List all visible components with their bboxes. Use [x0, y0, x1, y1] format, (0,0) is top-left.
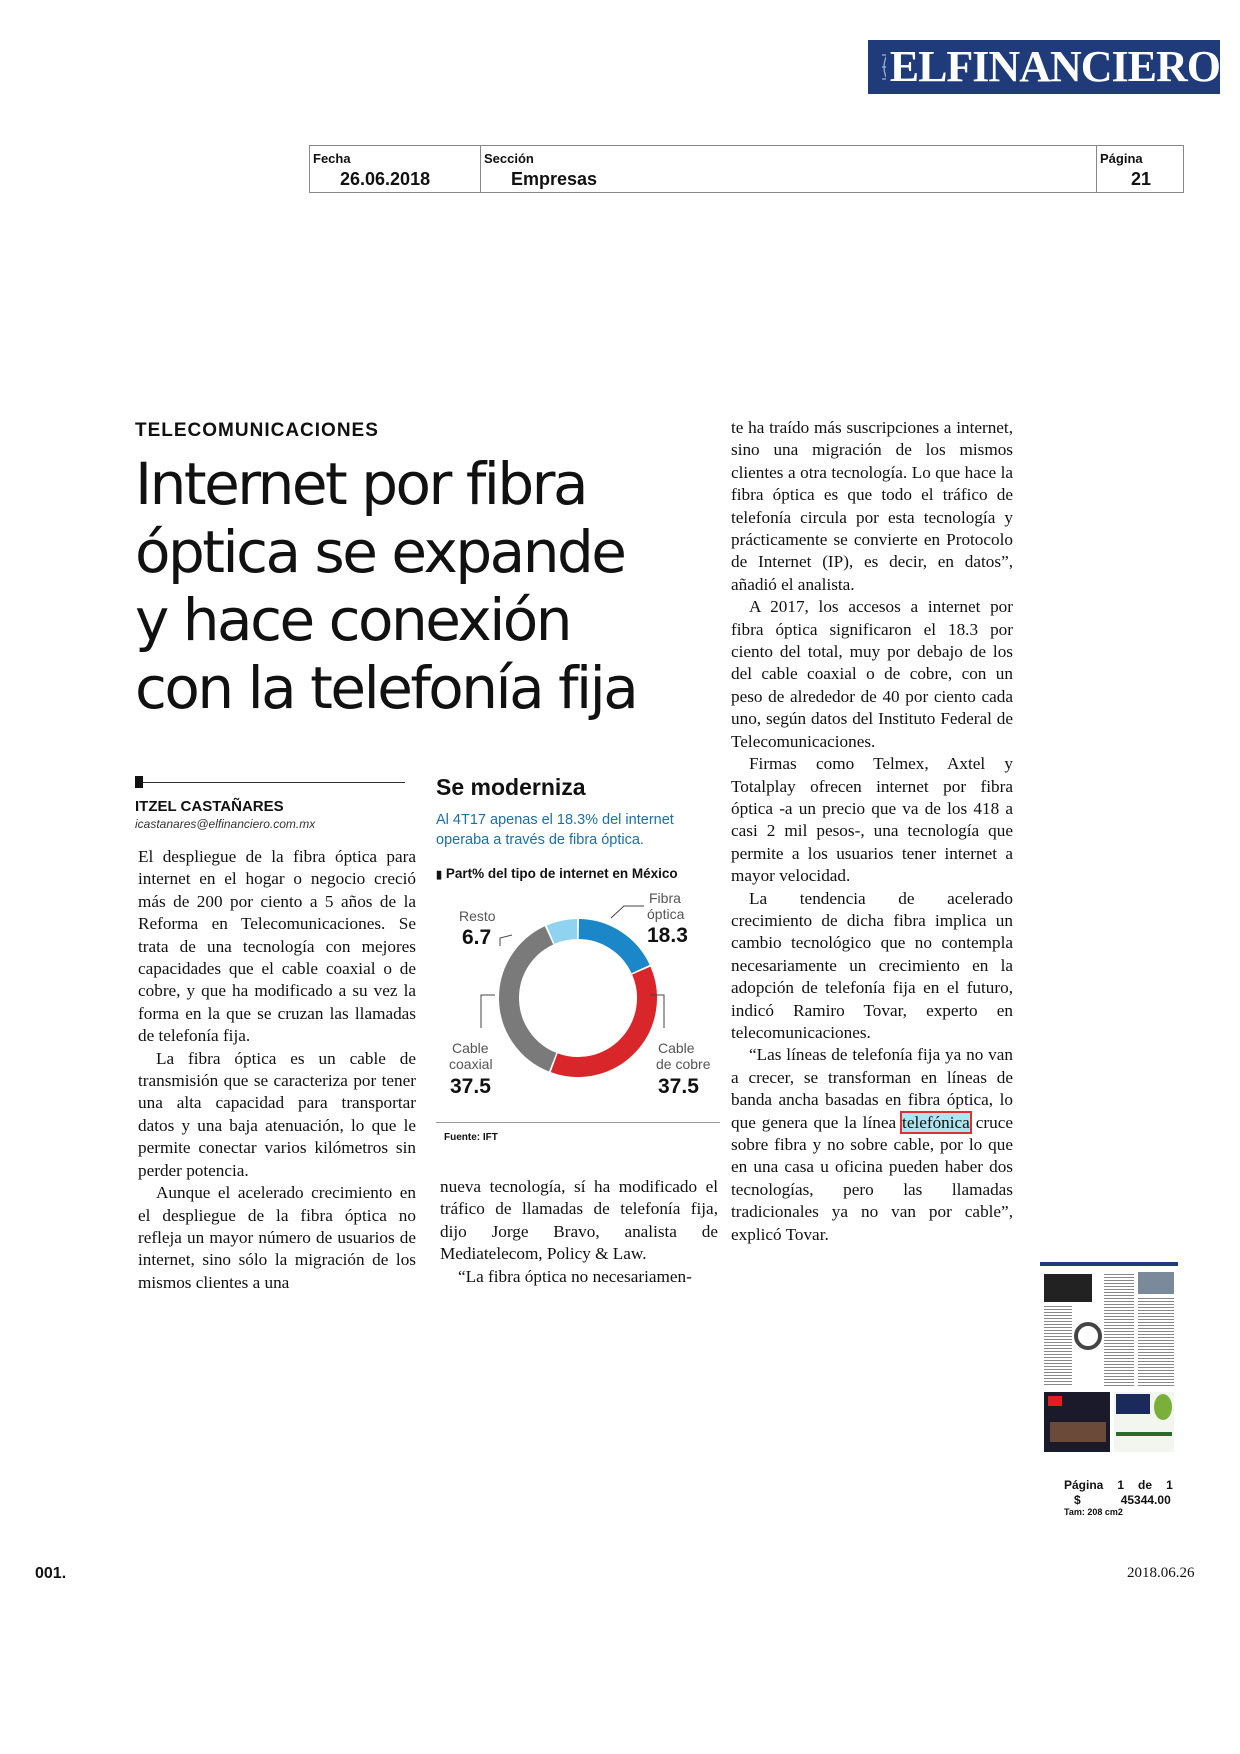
article-column-3: [731, 417, 1013, 1246]
seccion-value: Empresas: [511, 169, 598, 189]
newspaper-logo: [868, 40, 1220, 94]
paragraph-text: cruce sobre fibra y no sobre cable, por lo que en una casa u oficina pueden haber dos tecnologías, pero las llamadas tradicionales ya no van por cable”, explicó Tovar.: [731, 1112, 1013, 1244]
donut-slice-resto: [551, 929, 578, 935]
paragraph: La tendencia de acelerado crecimiento de dicha fibra implica un cambio tecnológico que no contempla necesariamente un crecimiento en la adopción de telefonía fija en el futuro, indicó Ramiro Tovar, experto en telecomunicaciones.: [731, 888, 1013, 1042]
thumb-chart: [1074, 1322, 1102, 1350]
byline-marker: [135, 776, 143, 788]
donut-slice-fibra-ptica: [579, 929, 641, 969]
headline-line: óptica se expande: [135, 518, 625, 586]
donut-chart-box: [436, 770, 720, 1150]
donut-slice-cable-de-cobre: [554, 971, 647, 1067]
label-coaxial-line1: Cable: [452, 1040, 489, 1056]
paragraph: Firmas como Telmex, Axtel y Totalplay ofrecen internet por fibra óptica -a un precio que va de los 418 a casi 2 mil pesos-, una tecnología que permite a los usuarios tener internet a mayor velocidad.: [731, 754, 1013, 886]
donut-chart: [436, 882, 720, 1122]
pagina-label: Página: [1100, 151, 1143, 166]
clipping-date: 2018.06.26: [1127, 1565, 1195, 1581]
value-cobre: 37.5: [658, 1075, 699, 1098]
thumb-masthead: [1040, 1262, 1178, 1266]
globe-icon: [868, 40, 886, 94]
clipping-number: 001.: [35, 1565, 67, 1582]
seccion-label: Sección: [484, 151, 534, 166]
footer-de: de: [1138, 1478, 1153, 1492]
page-footer: [1064, 1478, 1173, 1517]
value-resto: 6.7: [462, 926, 492, 949]
logo-name: ELFINANCIERO: [889, 42, 1220, 91]
thumb-ad: [1114, 1392, 1174, 1452]
label-cobre-line2: de cobre: [656, 1056, 711, 1072]
paragraph: [731, 1044, 1013, 1246]
page-thumbnail: [1040, 1262, 1178, 1454]
headline-line: y hace conexión: [135, 586, 571, 654]
label-coaxial-line2: coaxial: [449, 1056, 493, 1072]
paragraph-text: “Las líneas de telefonía fija ya no van a crecer, se transforman en líneas de banda ancha basadas en fibra óptica, lo que genera que la línea: [731, 1045, 1013, 1132]
seccion-cell: [481, 146, 1096, 192]
fecha-cell: [310, 146, 480, 192]
source-rule: [436, 1122, 720, 1123]
thumb-text: [1138, 1298, 1174, 1386]
pagina-cell: [1097, 146, 1183, 192]
paragraph: te ha traído más suscripciones a internet, sino una migración de los mismos clientes a otra tecnología. Lo que hace la fibra óptica es que todo el tráfico de telefonía circula por esta tecnología y prácticamente se convierte en Protocolo de Internet (IP), es decir, en datos”, añadió el analista.: [731, 418, 1013, 594]
paragraph: “La fibra óptica no necesariamen-: [458, 1266, 692, 1286]
donut-slice-cable-coaxial: [509, 935, 553, 1062]
label-fibra-line2: óptica: [647, 906, 685, 922]
value-fibra: 18.3: [647, 924, 688, 947]
footer-pagina-label: Página: [1064, 1478, 1104, 1492]
byline-rule: [135, 782, 405, 783]
thumb-photo: [1138, 1272, 1174, 1294]
chart-subtitle: Al 4T17 apenas el 18.3% del internet operaba a través de fibra óptica.: [436, 812, 674, 848]
footer-page: 1: [1117, 1478, 1125, 1492]
chart-title: Se moderniza: [436, 774, 586, 800]
footer-amount: 45344.00: [1120, 1493, 1171, 1507]
highlighted-keyword[interactable]: telefónica: [902, 1112, 970, 1132]
thumb-headline: [1044, 1274, 1092, 1302]
article-column-1: [138, 846, 416, 1294]
label-fibra-line1: Fibra: [649, 890, 681, 906]
section-tag: TELECOMUNICACIONES: [135, 420, 379, 441]
paragraph: La fibra óptica es un cable de transmisión que se caracteriza por tener una alta capacidad para transportar datos y una baja atenuación, lo que le permite conectar varios kilómetros sin perder potencia.: [138, 1048, 416, 1180]
paragraph: A 2017, los accesos a internet por fibra óptica significaron el 18.3 por ciento del total, muy por debajo de los del cable coaxial o de cobre, con un peso de alrededor de 40 por ciento cada uno, según datos del Instituto Federal de Telecomunicaciones.: [731, 597, 1013, 751]
value-coaxial: 37.5: [450, 1075, 491, 1098]
headline-line: Internet por fibra: [135, 450, 587, 518]
pagina-value: 21: [1131, 169, 1152, 189]
chart-caption: ▮ Part% del tipo de internet en México: [436, 866, 678, 881]
paragraph: El despliegue de la fibra óptica para internet en el hogar o negocio creció más de 200 por ciento a 5 años de la Reforma en Telecomunicaciones. Se trata de una tecnología con mejores capacidades que el cable coaxial o de cobre, y que ha modificado a su vez la forma en la que se cruzan las llamadas de telefonía fija.: [138, 847, 416, 1046]
label-resto: Resto: [459, 908, 496, 924]
headline: [135, 450, 705, 722]
fecha-value: 26.06.2018: [340, 169, 431, 189]
paragraph: nueva tecnología, sí ha modificado el tráfico de llamadas de telefonía fija, dijo Jorge Bravo, analista de Mediatelecom, Policy & Law.: [440, 1177, 718, 1264]
thumb-text: [1104, 1274, 1134, 1386]
chart-caption-text: Part% del tipo de internet en México: [445, 866, 678, 881]
label-cobre-line1: Cable: [658, 1040, 695, 1056]
author-email: icastanares@elfinanciero.com.mx: [135, 817, 316, 831]
thumb-ad: [1044, 1392, 1110, 1452]
fecha-label: Fecha: [313, 151, 351, 166]
footer-currency: $: [1074, 1493, 1081, 1507]
article-column-2: [440, 1176, 718, 1288]
paragraph: Aunque el acelerado crecimiento en el despliegue de la fibra óptica no refleja un mayor número de usuarios de internet, sino sólo la migración de los mismos clientes a una: [138, 1183, 416, 1292]
footer-total: 1: [1166, 1478, 1173, 1492]
chart-source: Fuente: IFT: [444, 1132, 498, 1143]
headline-line: con la telefonía fija: [135, 654, 637, 722]
clipping-info-box: [309, 145, 1184, 193]
author-name: ITZEL CASTAÑARES: [135, 798, 284, 815]
footer-tam: Tam: 208 cm2: [1064, 1507, 1123, 1517]
thumb-text: [1044, 1306, 1072, 1386]
